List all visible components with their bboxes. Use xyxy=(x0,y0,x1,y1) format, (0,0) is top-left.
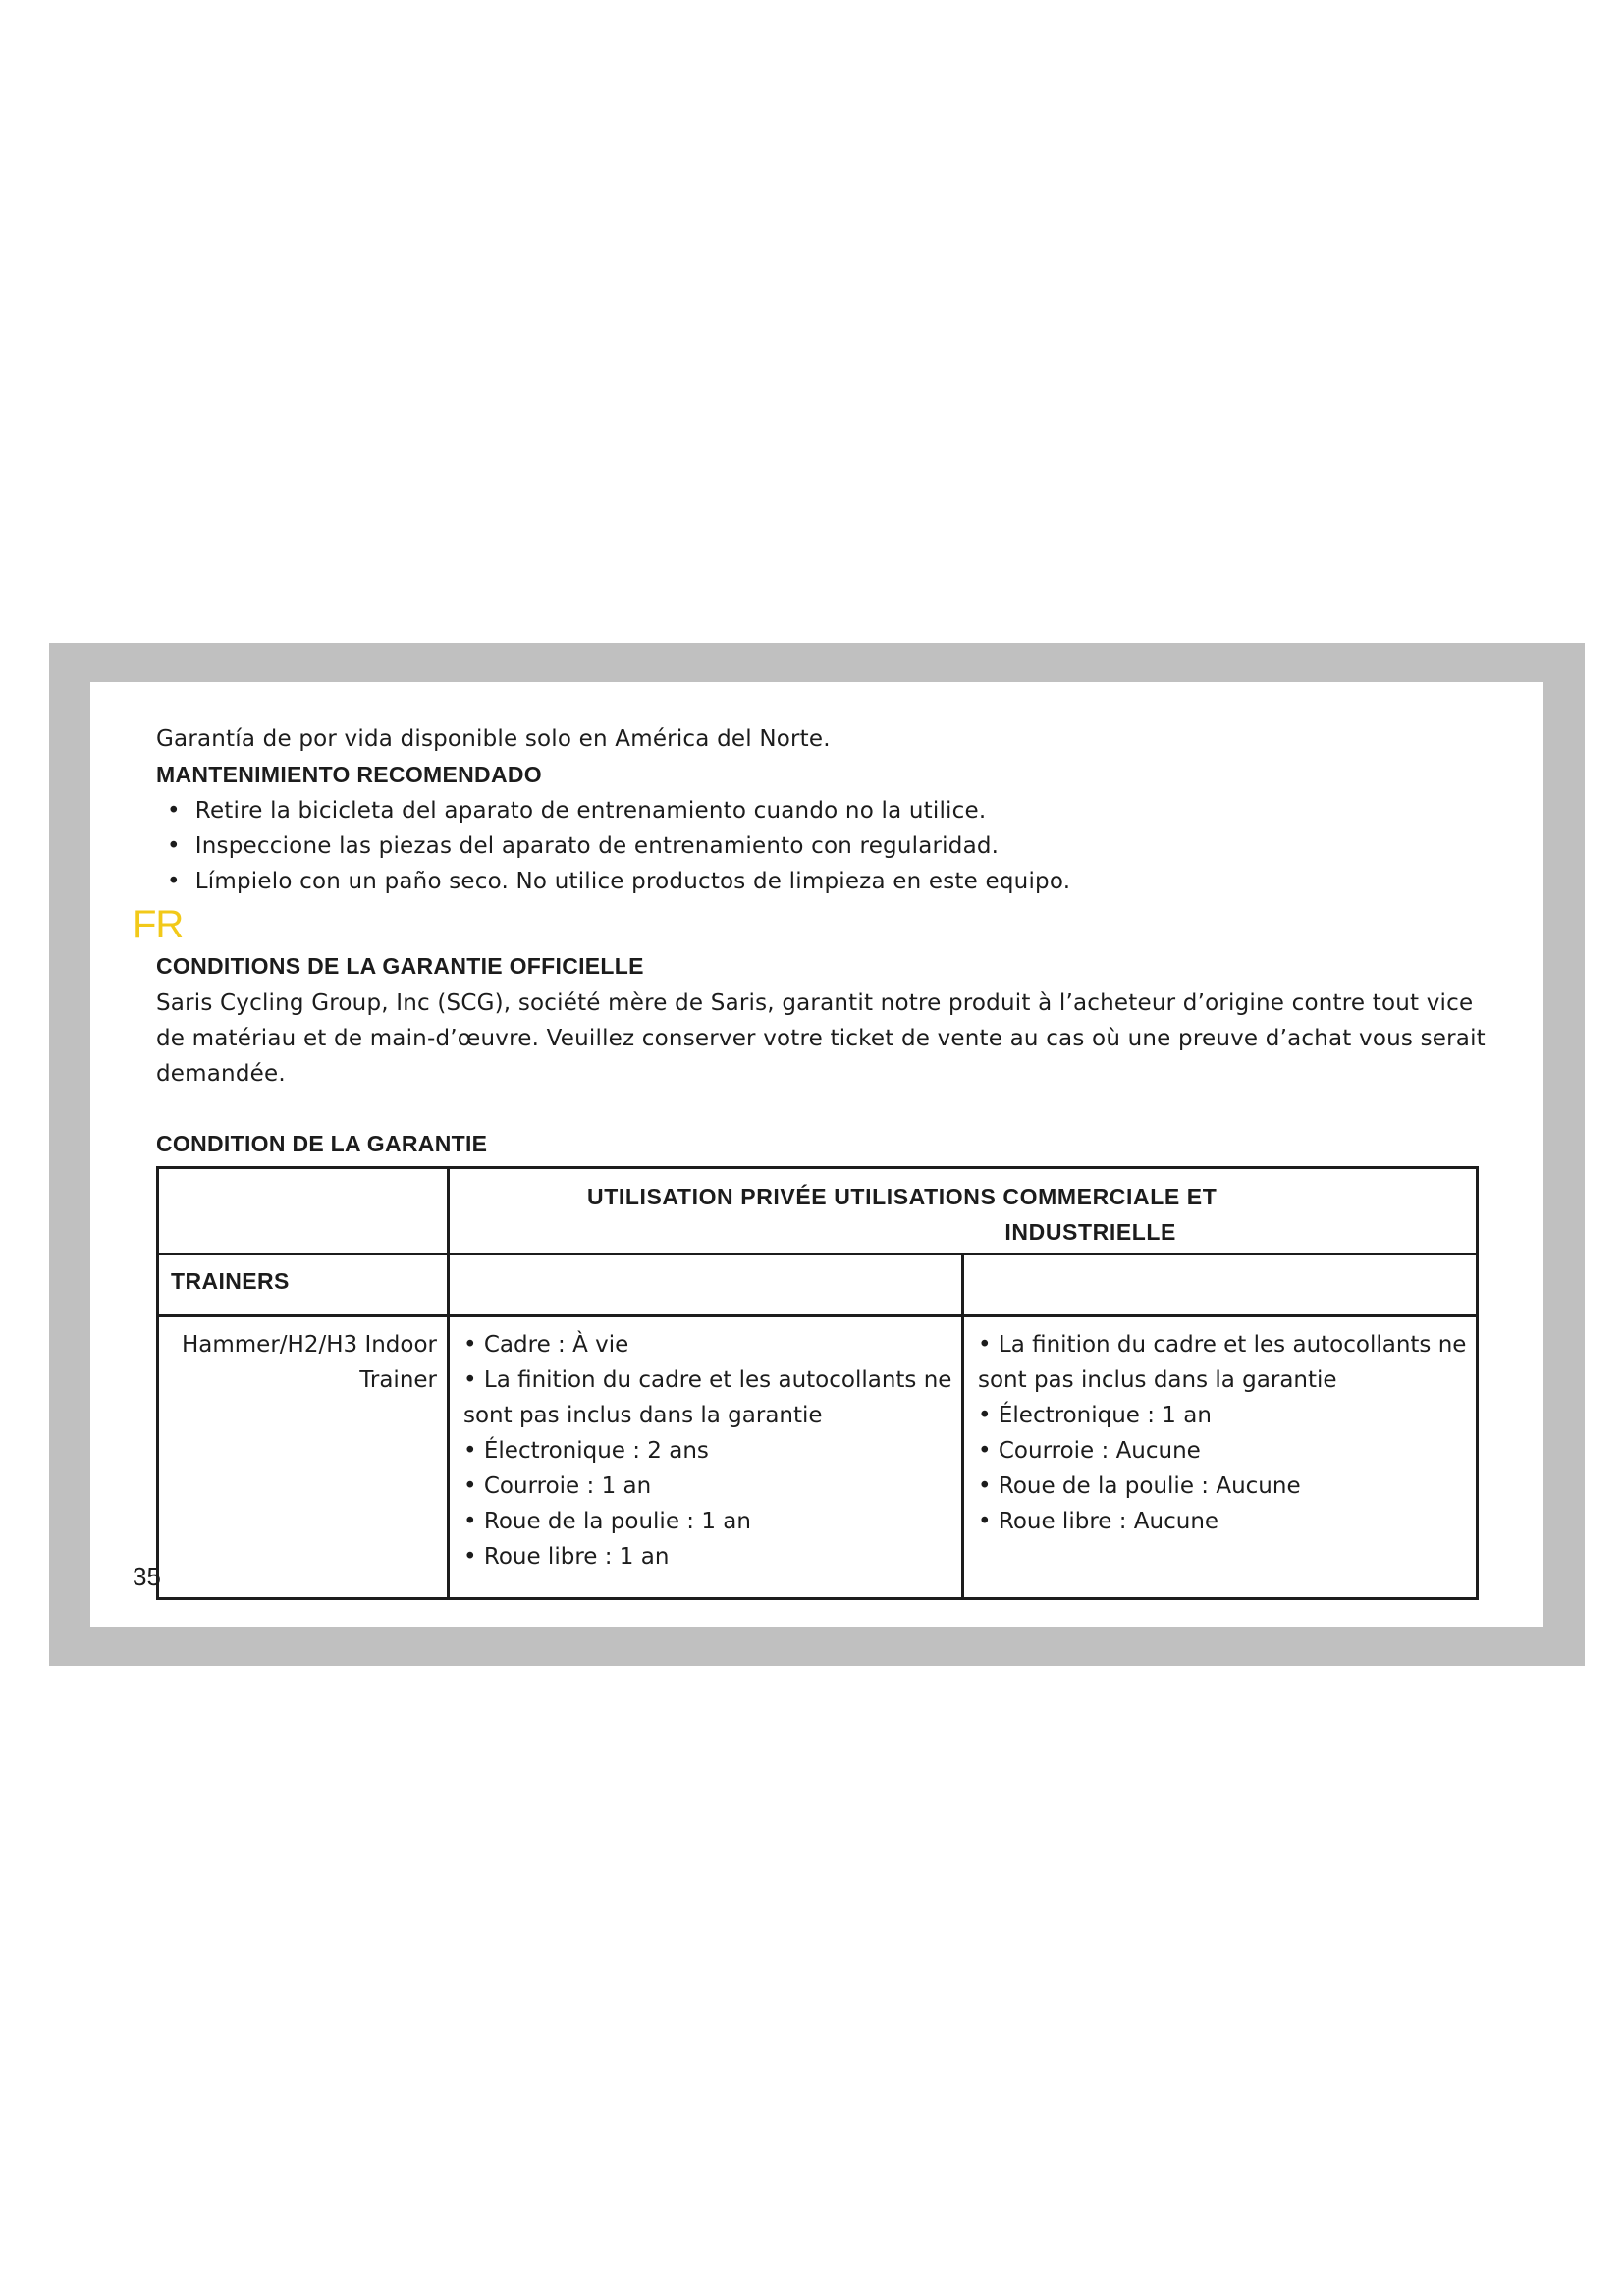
table-header-text xyxy=(587,1179,1218,1250)
list-item: • Courroie : Aucune xyxy=(978,1438,1201,1464)
language-label-fr: FR xyxy=(133,903,184,946)
list-item: • Courroie : 1 an xyxy=(463,1473,652,1499)
table-row xyxy=(158,1316,1478,1599)
list-item: • Roue de la poulie : Aucune xyxy=(978,1473,1301,1499)
commercial-use-cell xyxy=(963,1316,1478,1599)
private-use-cell xyxy=(449,1316,963,1599)
product-name-cell xyxy=(158,1316,449,1599)
list-item: • Cadre : À vie xyxy=(463,1332,629,1358)
trainers-label: TRAINERS xyxy=(158,1255,449,1316)
warranty-heading: CONDITIONS DE LA GARANTIE OFFICIELLE xyxy=(156,953,644,979)
table-header-line2: INDUSTRIELLE xyxy=(1004,1219,1176,1245)
list-item: • Électronique : 1 an xyxy=(978,1403,1212,1428)
table-header-cell xyxy=(449,1168,1478,1255)
maintenance-item: • Retire la bicicleta del aparato de entrenamiento cuando no la utilice. xyxy=(167,798,987,824)
table-empty-cell xyxy=(449,1255,963,1316)
maintenance-item: • Inspeccione las piezas del aparato de entrenamiento con regularidad. xyxy=(167,833,1000,859)
maintenance-item: • Límpielo con un paño seco. No utilice productos de limpieza en este equipo. xyxy=(167,869,1071,894)
spanish-intro: Garantía de por vida disponible solo en América del Norte. xyxy=(156,726,831,752)
warranty-paragraph-line: demandée. xyxy=(156,1061,286,1087)
table-header-line1: UTILISATION PRIVÉE UTILISATIONS COMMERCIALE ET xyxy=(587,1184,1218,1209)
maintenance-heading: MANTENIMIENTO RECOMENDADO xyxy=(156,762,542,787)
list-item: sont pas inclus dans la garantie xyxy=(463,1403,823,1428)
product-name-line: Hammer/H2/H3 Indoor xyxy=(181,1332,437,1358)
list-item: • Roue libre : 1 an xyxy=(463,1544,670,1570)
table-section-row xyxy=(158,1255,1478,1316)
list-item: • Roue libre : Aucune xyxy=(978,1509,1219,1534)
table-empty-cell xyxy=(963,1255,1478,1316)
condition-heading: CONDITION DE LA GARANTIE xyxy=(156,1131,488,1156)
warranty-table xyxy=(156,1166,1479,1600)
list-item: • Roue de la poulie : 1 an xyxy=(463,1509,751,1534)
table-header-row xyxy=(158,1168,1478,1255)
warranty-paragraph-line: Saris Cycling Group, Inc (SCG), société mère de Saris, garantit notre produit à l’acheteur d’origine contre tout vice xyxy=(156,990,1474,1016)
list-item: • La finition du cadre et les autocollants ne xyxy=(978,1332,1467,1358)
product-name-line: Trainer xyxy=(359,1367,437,1393)
list-item: sont pas inclus dans la garantie xyxy=(978,1367,1337,1393)
page-number: 35 xyxy=(133,1562,161,1591)
table-header-empty-cell xyxy=(158,1168,449,1255)
list-item: • La finition du cadre et les autocollants ne xyxy=(463,1367,952,1393)
list-item: • Électronique : 2 ans xyxy=(463,1438,709,1464)
warranty-paragraph-line: de matériau et de main-d’œuvre. Veuillez conserver votre ticket de vente au cas où une preuve d’achat vous serait xyxy=(156,1026,1486,1051)
